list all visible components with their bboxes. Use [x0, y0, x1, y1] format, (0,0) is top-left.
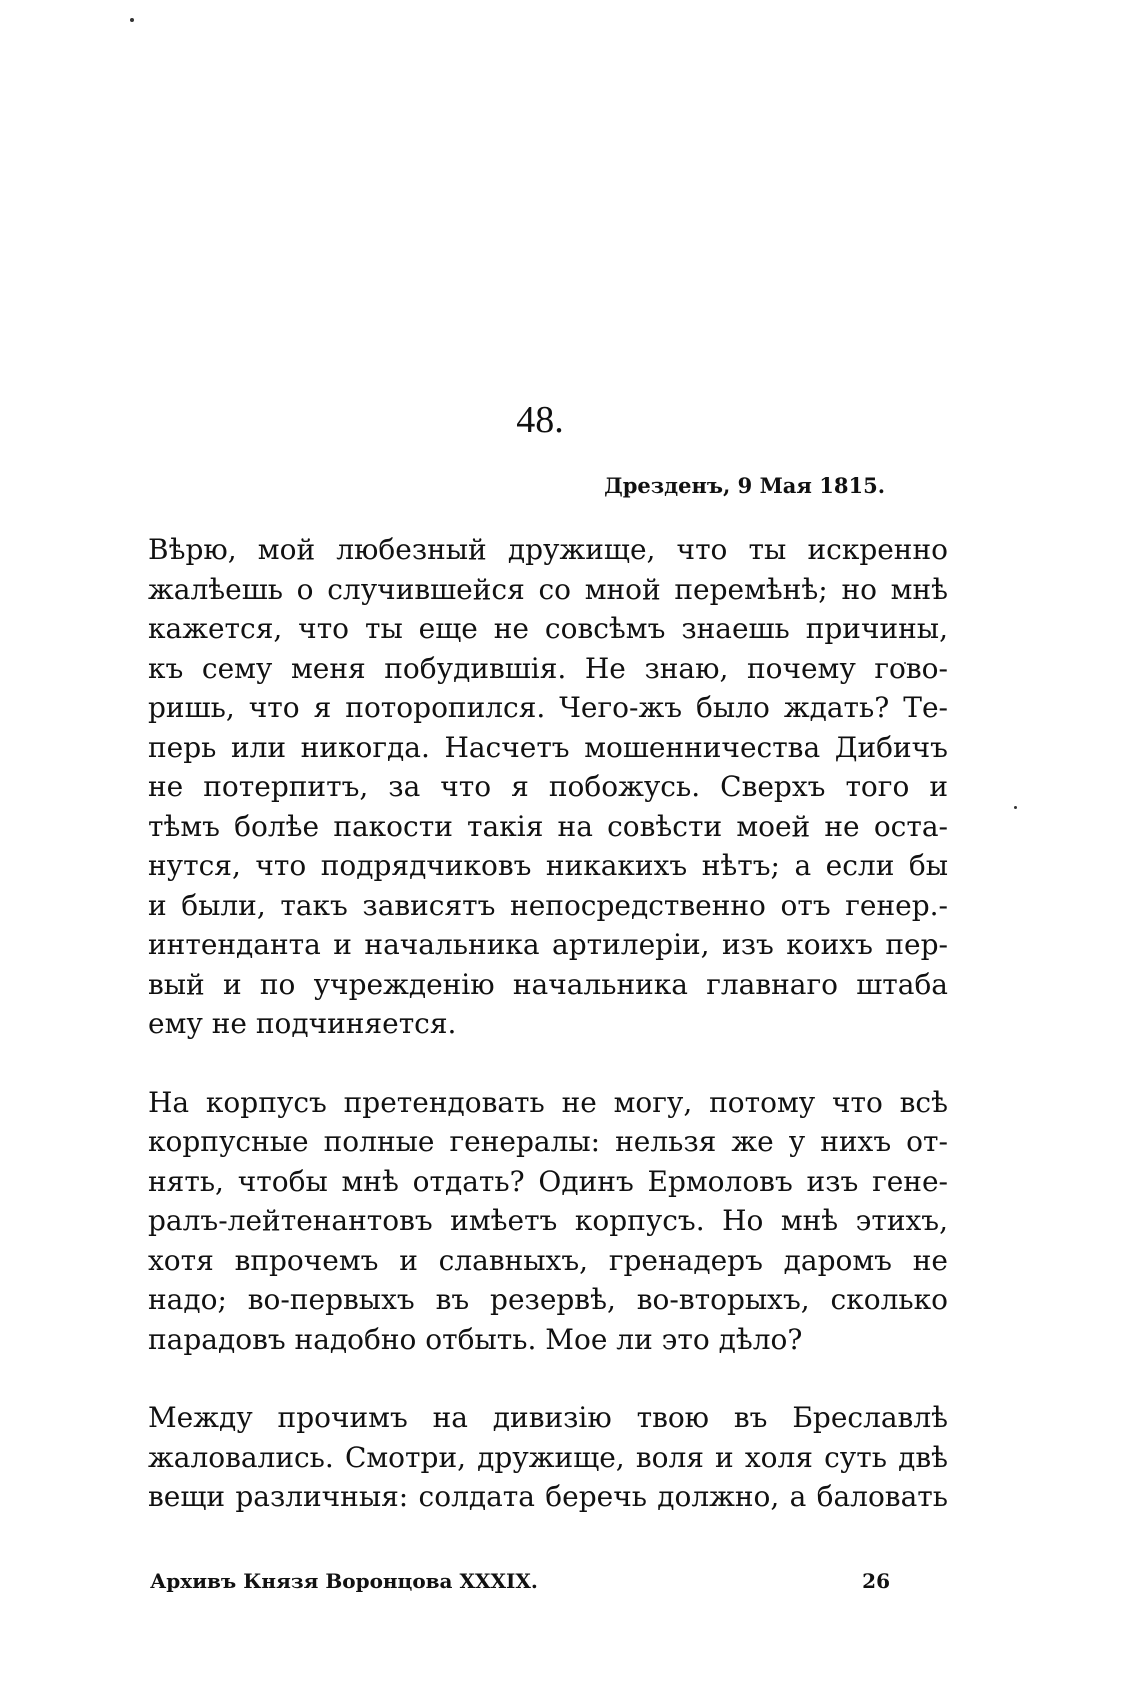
- letter-date-place: Дрезденъ, 9 Мая 1815.: [604, 473, 885, 498]
- text-line: надо; во-первыхъ въ резервѣ, во-вторыхъ, сколько: [148, 1283, 948, 1316]
- text-line: тѣмъ болѣе пакости такія на совѣсти моей не оста-: [148, 809, 948, 843]
- text-line: кажется, что ты еще не совсѣмъ знаешь причины,: [148, 612, 948, 645]
- text-line: Между прочимъ на дивизію твою въ Бреславлѣ: [148, 1401, 948, 1434]
- text-line: ришь, что я поторопился. Чего-жъ было ждать? Те-: [148, 691, 948, 724]
- text-line: интенданта и начальника артилеріи, изъ коихъ пер-: [148, 928, 948, 961]
- text-line: Вѣрю, мой любезный дружище, что ты искренно: [148, 533, 948, 566]
- letter-number: 48.: [516, 399, 564, 441]
- sheet-number: 26: [862, 1569, 890, 1593]
- letter-body: [148, 530, 948, 1517]
- print-speck: [1014, 806, 1017, 809]
- text-line: къ сему меня побудившія. Не знаю, почему гово-: [148, 651, 948, 685]
- text-line: ему не подчиняется.: [148, 1007, 457, 1040]
- archive-source: Архивъ Князя Воронцова XXXIX.: [150, 1569, 538, 1593]
- text-line: нутся, что подрядчиковъ никакихъ нѣтъ; а если бы: [148, 849, 948, 882]
- text-line: парадовъ надобно отбыть. Мое ли это дѣло?: [148, 1322, 803, 1356]
- text-line: На корпусъ претендовать не могу, потому что всѣ: [148, 1085, 948, 1119]
- text-line: корпусные полные генералы: нельзя же у нихъ от-: [148, 1125, 948, 1158]
- text-line: нять, чтобы мнѣ отдать? Одинъ Ермоловъ изъ гене-: [148, 1164, 948, 1198]
- text-line: жаловались. Смотри, дружище, воля и холя суть двѣ: [148, 1440, 948, 1474]
- paragraph: [148, 1083, 948, 1360]
- print-speck: [130, 18, 134, 22]
- paragraph: [148, 1398, 948, 1517]
- text-line: вый и по учрежденію начальника главнаго штаба: [148, 967, 948, 1001]
- text-line: и были, такъ зависятъ непосредственно отъ генер.-: [148, 888, 948, 922]
- text-line: не потерпитъ, за что я побожусь. Сверхъ того и: [148, 770, 948, 803]
- text-line: жалѣешь о случившейся со мной перемѣнѣ; но мнѣ: [148, 572, 948, 606]
- text-line: перь или никогда. Насчетъ мошенничества Дибичъ: [148, 730, 948, 764]
- text-line: вещи различныя: солдата беречь должно, а баловать: [148, 1480, 948, 1513]
- text-line: хотя впрочемъ и славныхъ, гренадеръ даромъ не: [148, 1243, 948, 1277]
- paragraph: [148, 530, 948, 1044]
- text-line: ралъ-лейтенантовъ имѣетъ корпусъ. Но мнѣ этихъ,: [148, 1204, 948, 1237]
